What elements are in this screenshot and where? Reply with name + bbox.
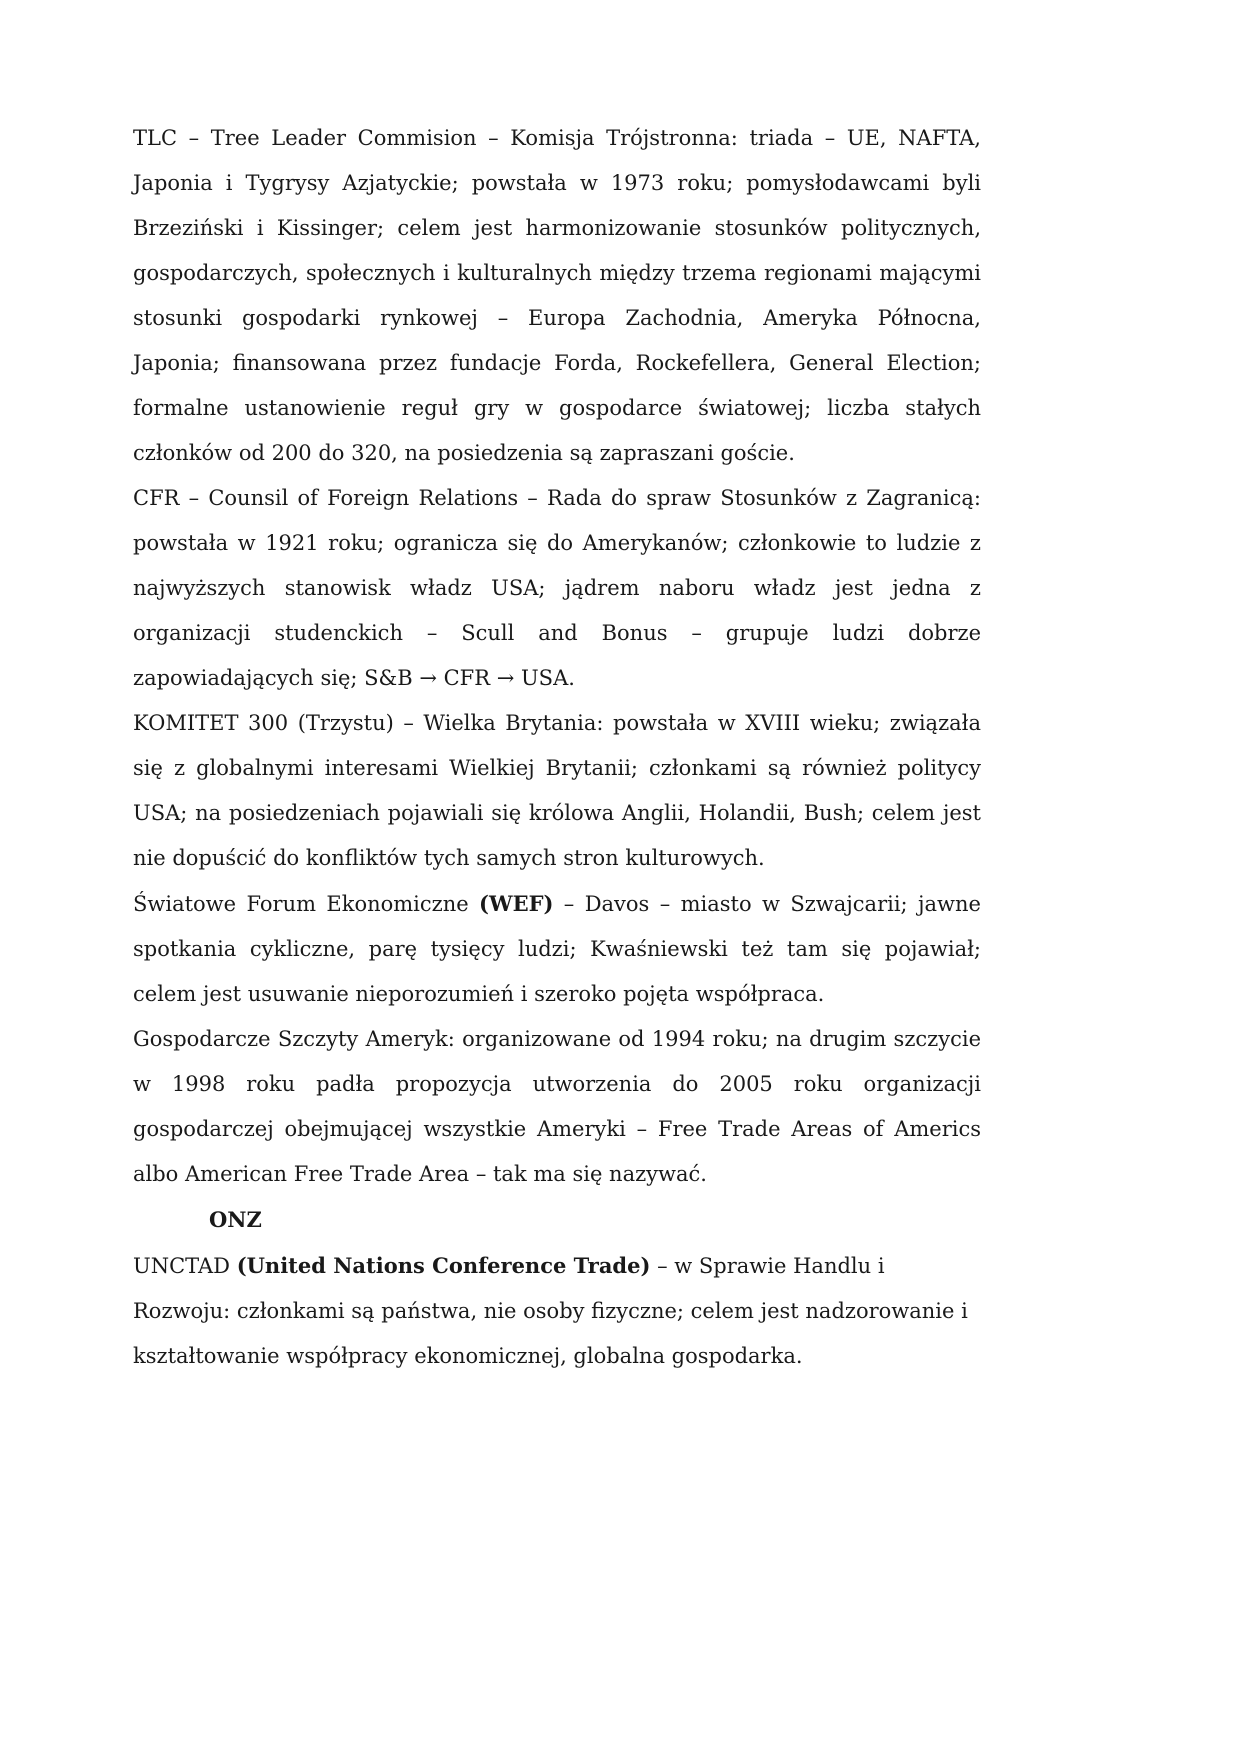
text-run: Gospodarcze Szczyty Ameryk: organizowane od 1994 roku; na drugim szczycie w 1998 roku padła propozycja utworzenia do 2005 roku organizacji gospodarczej obejmującej wszystkie Ameryki – Free Trade Areas of Americs albo American Free Trade Area – tak ma się nazywać. — [133, 1027, 981, 1186]
text-run: KOMITET 300 (Trzystu) – Wielka Brytania: powstała w XVIII wieku; związała się z globalnymi interesami Wielkiej Brytanii; członkami są również politycy USA; na posiedzeniach pojawiali się królowa Anglii, Holandii, Bush; celem jest nie dopuścić do konfliktów tych samych stron kulturowych. — [133, 711, 981, 870]
paragraph-onz-heading — [133, 1197, 981, 1243]
paragraph-komitet-300 — [133, 701, 981, 881]
paragraph-unctad — [133, 1243, 981, 1379]
text-run: – w Sprawie Handlu i Rozwoju: członkami są państwa, nie osoby fizyczne; celem jest nadzorowanie i kształtowanie współpracy ekonomicznej, globalna gospodarka. — [133, 1254, 968, 1368]
text-run-bold: ONZ — [209, 1207, 262, 1232]
paragraph-cfr — [133, 476, 981, 701]
document-body — [133, 116, 981, 1379]
text-run: TLC – Tree Leader Commision – Komisja Trójstronna: triada – UE, NAFTA, Japonia i Tygrysy Azjatyckie; powstała w 1973 roku; pomysłodawcami byli Brzeziński i Kissinger; celem jest harmonizowanie stosunków politycznych, gospodarczych, społecznych i kulturalnych między trzema regionami mającymi stosunki gospodarki rynkowej – Europa Zachodnia, Ameryka Północna, Japonia; finansowana przez fundacje Forda, Rockefellera, General Election; formalne ustanowienie reguł gry w gospodarce światowej; liczba stałych członków od 200 do 320, na posiedzenia są zapraszani goście. — [133, 126, 981, 465]
paragraph-tlc — [133, 116, 981, 476]
text-run: CFR – Counsil of Foreign Relations – Rada do spraw Stosunków z Zagranicą: powstała w 1921 roku; ogranicza się do Amerykanów; członkowie to ludzie z najwyższych stanowisk władz USA; jądrem naboru władz jest jedna z organizacji studenckich – Scull and Bonus – grupuje ludzi dobrze zapowiadających się; S&B → CFR → USA. — [133, 486, 981, 690]
text-run-bold: (United Nations Conference Trade) — [236, 1253, 651, 1278]
text-run: UNCTAD — [133, 1254, 237, 1278]
text-run: – Davos – miasto w Szwajcarii; jawne spotkania cykliczne, parę tysięcy ludzi; Kwaśniewski też tam się pojawiał; celem jest usuwanie nieporozumień i szeroko pojęta współpraca. — [133, 892, 981, 1006]
text-run-bold: (WEF) — [479, 891, 554, 916]
text-run: Światowe Forum Ekonomiczne — [133, 892, 480, 916]
paragraph-wef — [133, 881, 981, 1017]
paragraph-szczyty-ameryk — [133, 1017, 981, 1197]
